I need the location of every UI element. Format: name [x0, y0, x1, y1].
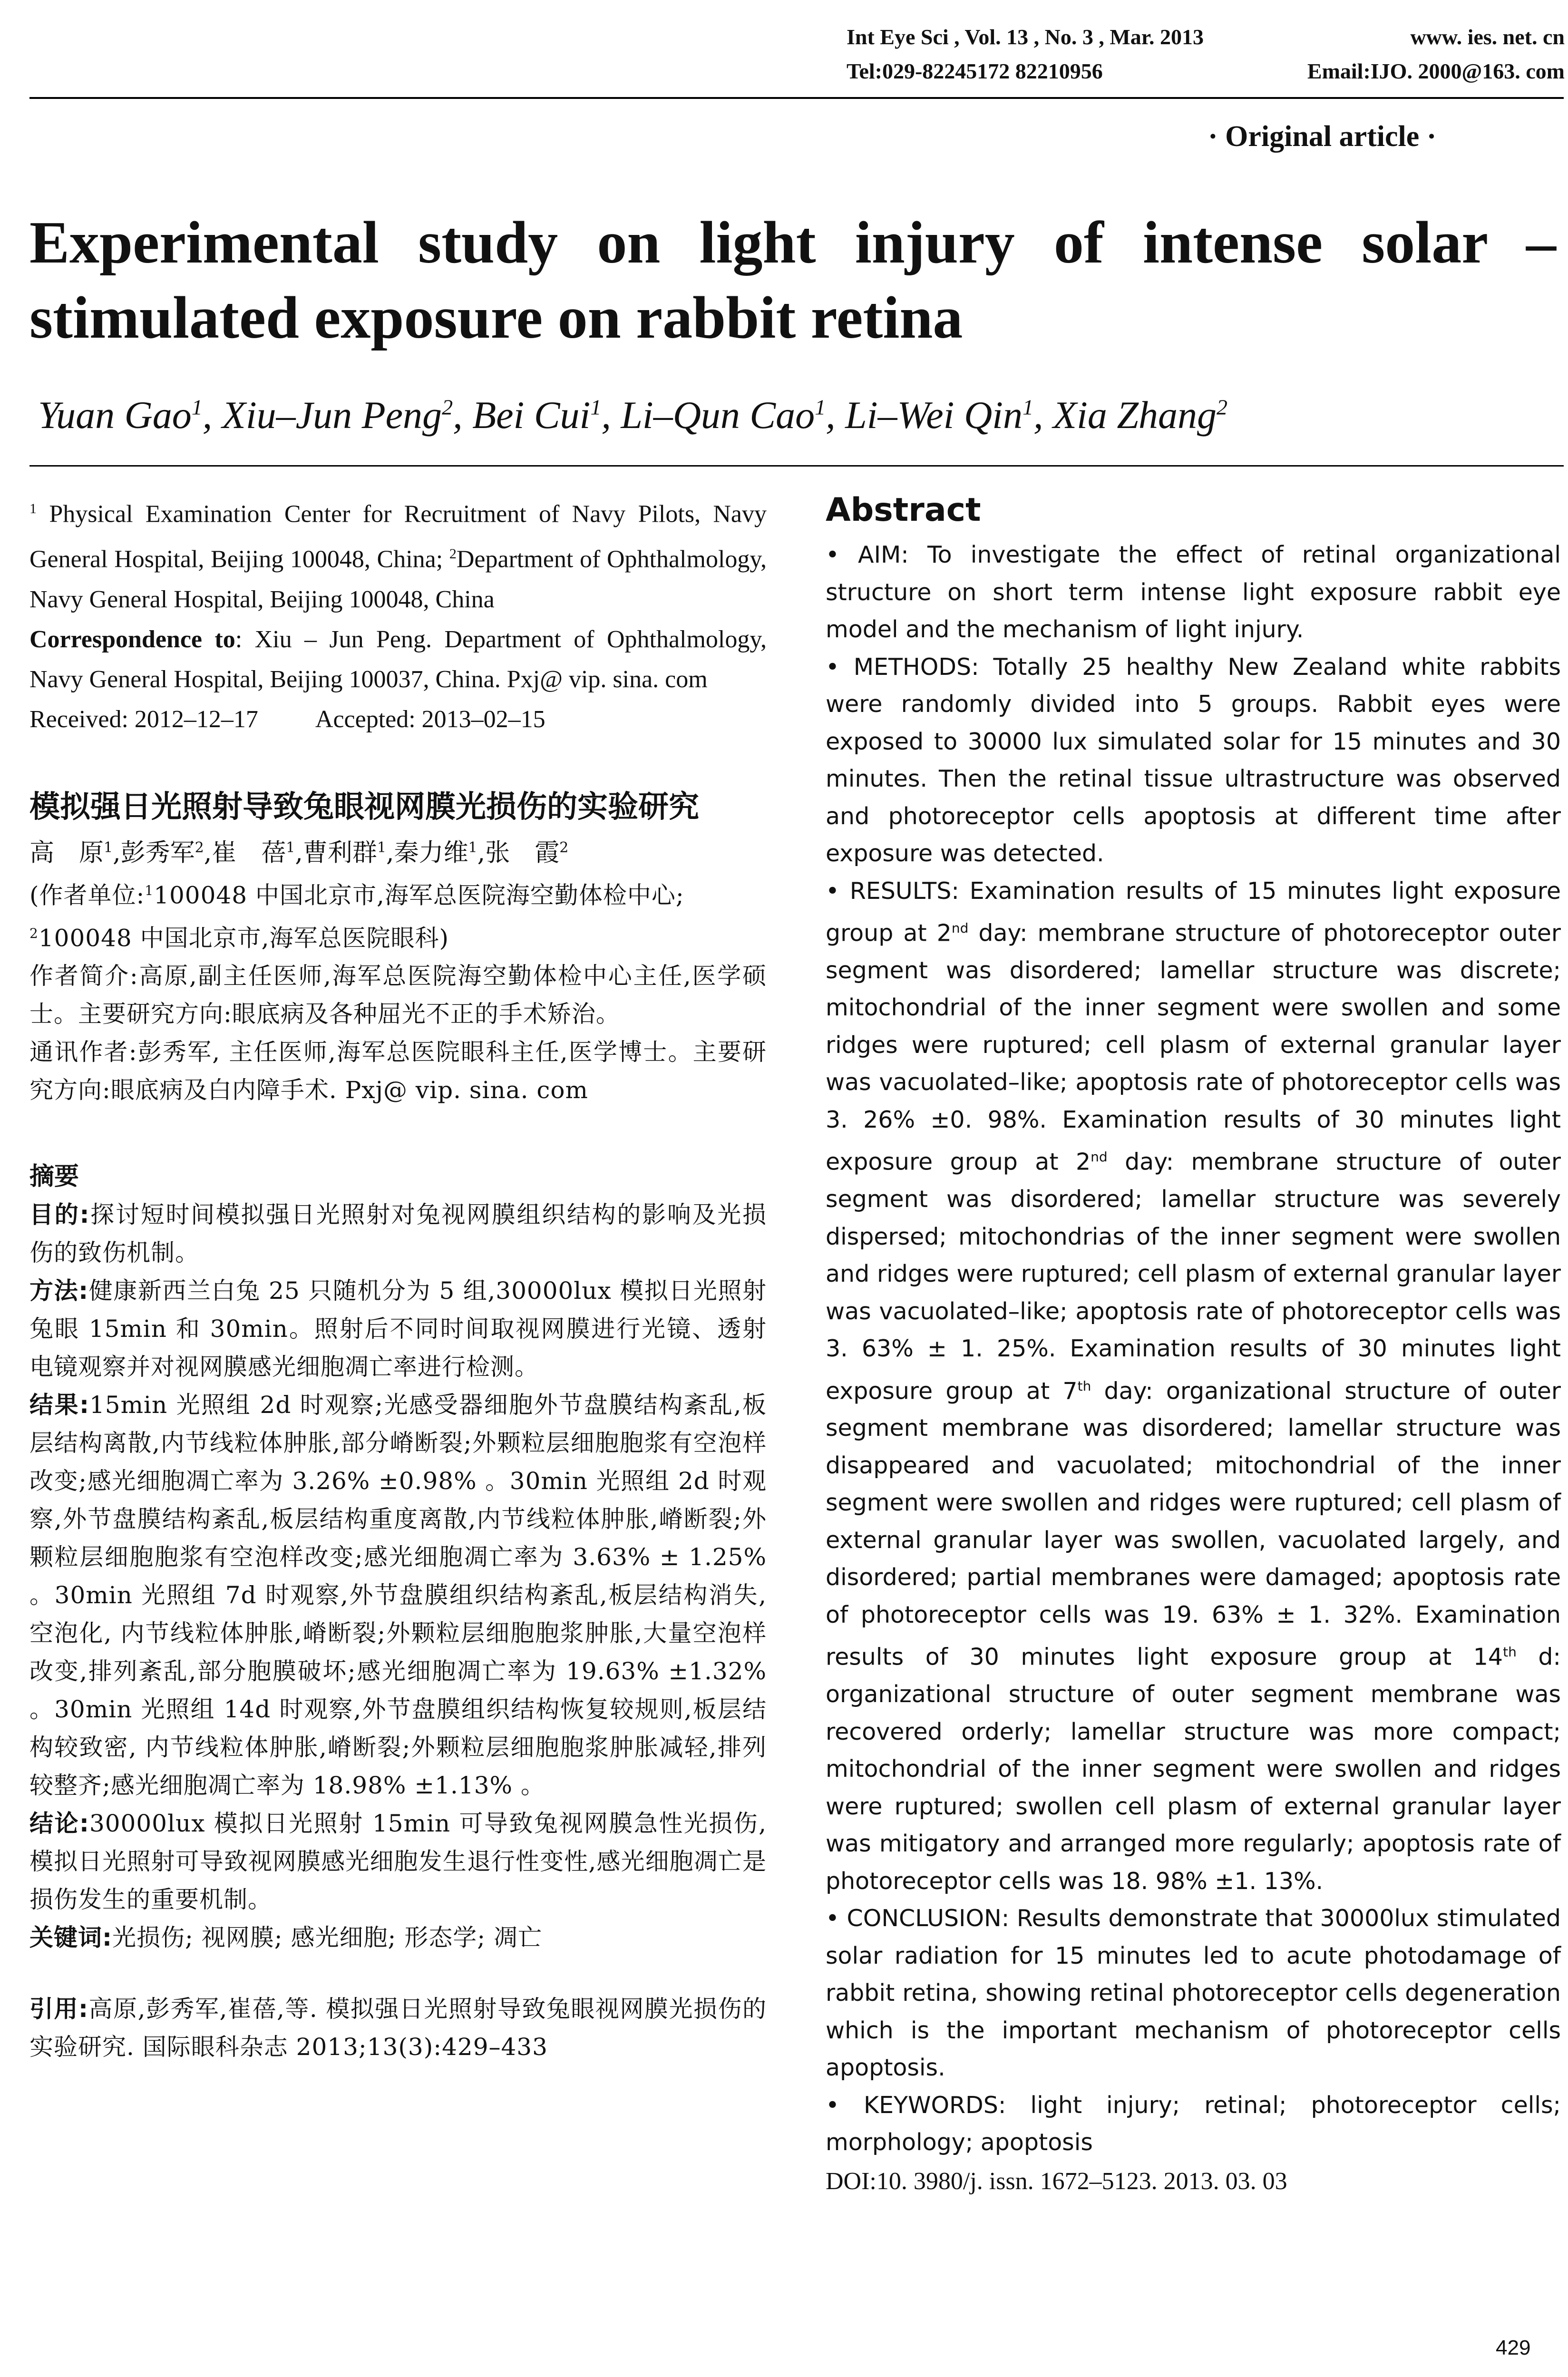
abstract-conclusion: [826, 1900, 1561, 2087]
author-name: Li–Wei Qin: [845, 393, 1023, 437]
cn-author-name: 崔 蓓: [212, 838, 286, 867]
keywords-label: • KEYWORDS:: [826, 2091, 1006, 2119]
affiliation-mark: 1: [29, 501, 37, 516]
right-column: [826, 489, 1561, 2202]
cn-results-text: 15min 光照组 2d 时观察;光感受器细胞外节盘膜结构紊乱,板层结构离散,内节线粒体肿胀,部分嵴断裂;外颗粒层细胞胞浆有空泡样改变;感光细胞凋亡率为 3.26% ±0.98% 。30min 光照组 2d 时观察,外节盘膜结构紊乱,板层结构重度离散,内节线粒体肿胀,嵴断裂;外颗粒层细胞胞浆有空泡样改变;感光细胞凋亡率为 3.63% ± 1.25% 。30min 光照组 7d 时观察,外节盘膜组织结构紊乱,板层结构消失,空泡化, 内节线粒体肿胀,嵴断裂;外颗粒层细胞胞浆肿胀,大量空泡样改变,排列紊乱,部分胞膜破坏;感光细胞凋亡率为 19.63% ±1.32% 。30min 光照组 14d 时观察,外节盘膜组织结构恢复较规则,板层结构较致密, 内节线粒体肿胀,嵴断裂;外颗粒层细胞胞浆肿胀减轻,排列较整齐;感光细胞凋亡率为 18.98% ±1.13% 。: [29, 1391, 767, 1800]
cn-author-mark: 2: [195, 839, 204, 856]
cn-abstract-heading: 摘要: [29, 1162, 79, 1191]
cn-author-mark: 2: [559, 839, 569, 856]
methods-text: Totally 25 healthy New Zealand white rabbits were randomly divided into 5 groups. Rabbit eyes were exposed to 30000 lux simulated solar for 15 minutes and 30 minutes. Then the retinal tissue ultrastructure was observed and photoreceptor cells apoptosis at different time after exposure was detected.: [826, 653, 1561, 867]
received-date: Received: 2012–12–17: [29, 705, 258, 733]
cn-unit-1: 100048 中国北京市,海军总医院海空勤体检中心;: [154, 881, 684, 909]
conclusion-text: Results demonstrate that 30000lux stimulated solar radiation for 15 minutes led to acute photodamage of rabbit retina, showing retinal photoreceptor cells degeneration which is the important mechanism of photoreceptor cells apoptosis.: [826, 1905, 1561, 2082]
cn-methods: [29, 1272, 767, 1386]
author-name: Yuan Gao: [38, 393, 192, 437]
cn-conclusion: [29, 1804, 767, 1919]
abstract-keywords: [826, 2087, 1561, 2162]
correspondence-label: Correspondence to: [29, 625, 235, 653]
cn-unit-2: 100048 中国北京市,海军总医院眼科): [38, 924, 449, 952]
accepted-date: Accepted: 2013–02–15: [315, 705, 545, 733]
cn-keywords: [29, 1919, 767, 1957]
results-text: day: membrane structure of outer segment was disordered; lamellar structure was severely dispersed; mitochondrias of the inner segment were swollen and ridges were ruptured; cell plasm of external granular layer was vacuolated–like; apoptosis rate of photoreceptor cells was 3. 63% ± 1. 25%. Examination results of 30 minutes light exposure group at 7: [826, 1148, 1561, 1404]
ordinal-suffix: th: [1503, 1644, 1517, 1660]
affiliations: [29, 489, 767, 620]
cn-results-label: 结果:: [29, 1391, 89, 1419]
conclusion-label: • CONCLUSION:: [826, 1905, 1010, 1932]
affiliation-1: Physical Examination Center for Recruitment of Navy Pilots, Navy General Hospital, Beijing 100048, China;: [29, 500, 767, 573]
results-text: Examination results of 15 minutes light exposure group at 2: [826, 877, 1561, 947]
aim-text: To investigate the effect of retinal organizational structure on short term intense light exposure rabbit eye model and the mechanism of light injury.: [826, 541, 1561, 643]
author-affiliation-mark: 1: [815, 395, 826, 419]
author-affiliation-mark: 1: [1022, 395, 1033, 419]
results-label: • RESULTS:: [826, 877, 959, 905]
cn-citation-label: 引用:: [29, 1995, 89, 2023]
cn-methods-label: 方法:: [29, 1277, 89, 1305]
aim-label: • AIM:: [826, 541, 909, 568]
journal-email: Email:IJO. 2000@163. com: [1307, 59, 1565, 83]
abstract-results: [826, 873, 1561, 1900]
doi: DOI:10. 3980/j. issn. 1672–5123. 2013. 03. 03: [826, 2167, 1287, 2195]
results-text: day: organizational structure of outer segment membrane was disordered; lamellar structure was disappeared and vacuolated; mitochondrial of the inner segment were swollen and ridges were ruptured; cell plasm of external granular layer was swollen, vacuolated largely, and disordered; partial membranes were damaged; apoptosis rate of photoreceptor cells was 19. 63% ± 1. 32%. Examination results of 30 minutes light exposure group at 14: [826, 1377, 1561, 1671]
journal-tel: Tel:029-82245172 82210956: [847, 59, 1103, 83]
results-text: day: membrane structure of photoreceptor outer segment was disordered; lamellar structure was discrete; mitochondrial of the inner segment were swollen and some ridges were ruptured; cell plasm of external granular layer was vacuolated–like; apoptosis rate of photoreceptor cells was 3. 26% ±0. 98%. Examination results of 30 minutes light exposure group at 2: [826, 919, 1561, 1176]
cn-conclusion-label: 结论:: [29, 1810, 89, 1838]
cn-keywords-text: 光损伤; 视网膜; 感光细胞; 形态学; 凋亡: [112, 1924, 542, 1952]
cn-affiliations: [29, 872, 767, 957]
author-name: Xia Zhang: [1052, 393, 1217, 437]
article-dates: [29, 700, 767, 740]
article-title: Experimental study on light injury of intense solar – stimulated exposure on rabbit retina: [29, 210, 1556, 351]
author-name: Bei Cui: [472, 393, 591, 437]
ordinal-suffix: nd: [951, 920, 969, 936]
cn-citation-text: 高原,彭秀军,崔蓓,等. 模拟强日光照射导致兔眼视网膜光损伤的实验研究. 国际眼科杂志 2013;13(3):429–433: [29, 1995, 767, 2061]
cn-contact-author: 通讯作者:彭秀军, 主任医师,海军总医院眼科主任,医学博士。主要研究方向:眼底病及白内障手术. Pxj@ vip. sina. com: [29, 1038, 767, 1104]
article-type: · Original article ·: [1208, 120, 1437, 153]
cn-author-name: 秦力维: [394, 838, 468, 867]
author-list: Yuan Gao$^1$, Xiu–Jun Peng$^2$, Bei Cui$^1$, Li–Qun Cao$^1$, Li–Wei Qin$^1$, Xia Zhang$^2$: [38, 393, 1227, 437]
cn-keywords-label: 关键词:: [29, 1924, 112, 1952]
cn-author-name: 张 霞: [485, 838, 560, 867]
author-name: Xiu–Jun Peng: [222, 393, 442, 437]
methods-label: • METHODS:: [826, 653, 979, 681]
author-affiliation-mark: 1: [191, 395, 203, 419]
ordinal-suffix: th: [1077, 1378, 1091, 1394]
page-number: 429: [1496, 2336, 1531, 2359]
cn-author-name: 曹利群: [302, 838, 377, 867]
cn-author-mark: 1: [468, 839, 477, 856]
cn-conclusion-text: 30000lux 模拟日光照射 15min 可导致兔视网膜急性光损伤,模拟日光照射可导致视网膜感光细胞发生退行性变性,感光细胞凋亡是损伤发生的重要机制。: [29, 1810, 767, 1914]
keywords-text: light injury; retinal; photoreceptor cells; morphology; apoptosis: [826, 2091, 1561, 2156]
cn-author-mark: 1: [286, 839, 295, 856]
cn-aim-label: 目的:: [29, 1201, 90, 1229]
cn-author-name: 高 原: [29, 838, 104, 867]
cn-unit-prefix: (作者单位:: [29, 881, 145, 909]
cn-methods-text: 健康新西兰白兔 25 只随机分为 5 组,30000lux 模拟日光照射兔眼 15min 和 30min。照射后不同时间取视网膜进行光镜、透射电镜观察并对视网膜感光细胞凋亡率进行检测。: [29, 1277, 767, 1381]
cn-aim-text: 探讨短时间模拟强日光照射对兔视网膜组织结构的影响及光损伤的致伤机制。: [29, 1201, 767, 1267]
cn-unit-mark: 1: [145, 882, 154, 898]
affiliation-2: Department of Ophthalmology, Navy General Hospital, Beijing 100048, China: [29, 546, 767, 613]
author-affiliation-mark: 1: [590, 395, 602, 419]
author-affiliation-mark: 2: [1216, 395, 1227, 419]
abstract-methods: [826, 649, 1561, 873]
journal-website: www. ies. net. cn: [1410, 25, 1565, 49]
cn-author-list: 高 原$^1$,彭秀军$^2$,崔 蓓$^1$,曹利群$^1$,秦力维$^1$,张 霞$^2$: [29, 838, 569, 867]
cn-unit-mark: 2: [29, 925, 39, 941]
cn-results: [29, 1386, 767, 1804]
cn-aim: [29, 1196, 767, 1272]
author-name: Li–Qun Cao: [621, 393, 815, 437]
header-rule: [29, 97, 1564, 99]
results-text: d: organizational structure of outer segment membrane was recovered orderly; lamellar structure was more compact; mitochondrial of the inner segment were swollen and ridges were ruptured; swollen cell plasm of external granular layer was mitigatory and arranged more regularly; apoptosis rate of photoreceptor cells was 18. 98% ±1. 13%.: [826, 1643, 1561, 1895]
cn-author-mark: 1: [104, 839, 113, 856]
abstract-heading: Abstract: [826, 491, 981, 529]
cn-author-mark: 1: [377, 839, 387, 856]
authors-rule: [29, 465, 1564, 467]
affiliation-mark: 2: [449, 546, 457, 562]
journal-citation: Int Eye Sci , Vol. 13 , No. 3 , Mar. 2013: [847, 25, 1204, 49]
author-affiliation-mark: 2: [442, 395, 453, 419]
cn-author-name: 彭秀军: [120, 838, 195, 867]
spacer: [29, 1957, 767, 1990]
cn-title: 模拟强日光照射导致兔眼视网膜光损伤的实验研究: [29, 789, 699, 825]
journal-header: [847, 20, 1565, 88]
abstract-aim: [826, 536, 1561, 649]
correspondence-text: : Xiu – Jun Peng. Department of Ophthalmology, Navy General Hospital, Beijing 100037, China. Pxj@ vip. sina. com: [29, 625, 767, 693]
cn-author-intro: 作者简介:高原,副主任医师,海军总医院海空勤体检中心主任,医学硕士。主要研究方向:眼底病及各种屈光不正的手术矫治。: [29, 962, 767, 1028]
correspondence: [29, 620, 767, 700]
cn-citation: [29, 1990, 767, 2066]
left-column: [29, 489, 767, 2066]
ordinal-suffix: nd: [1091, 1149, 1108, 1165]
